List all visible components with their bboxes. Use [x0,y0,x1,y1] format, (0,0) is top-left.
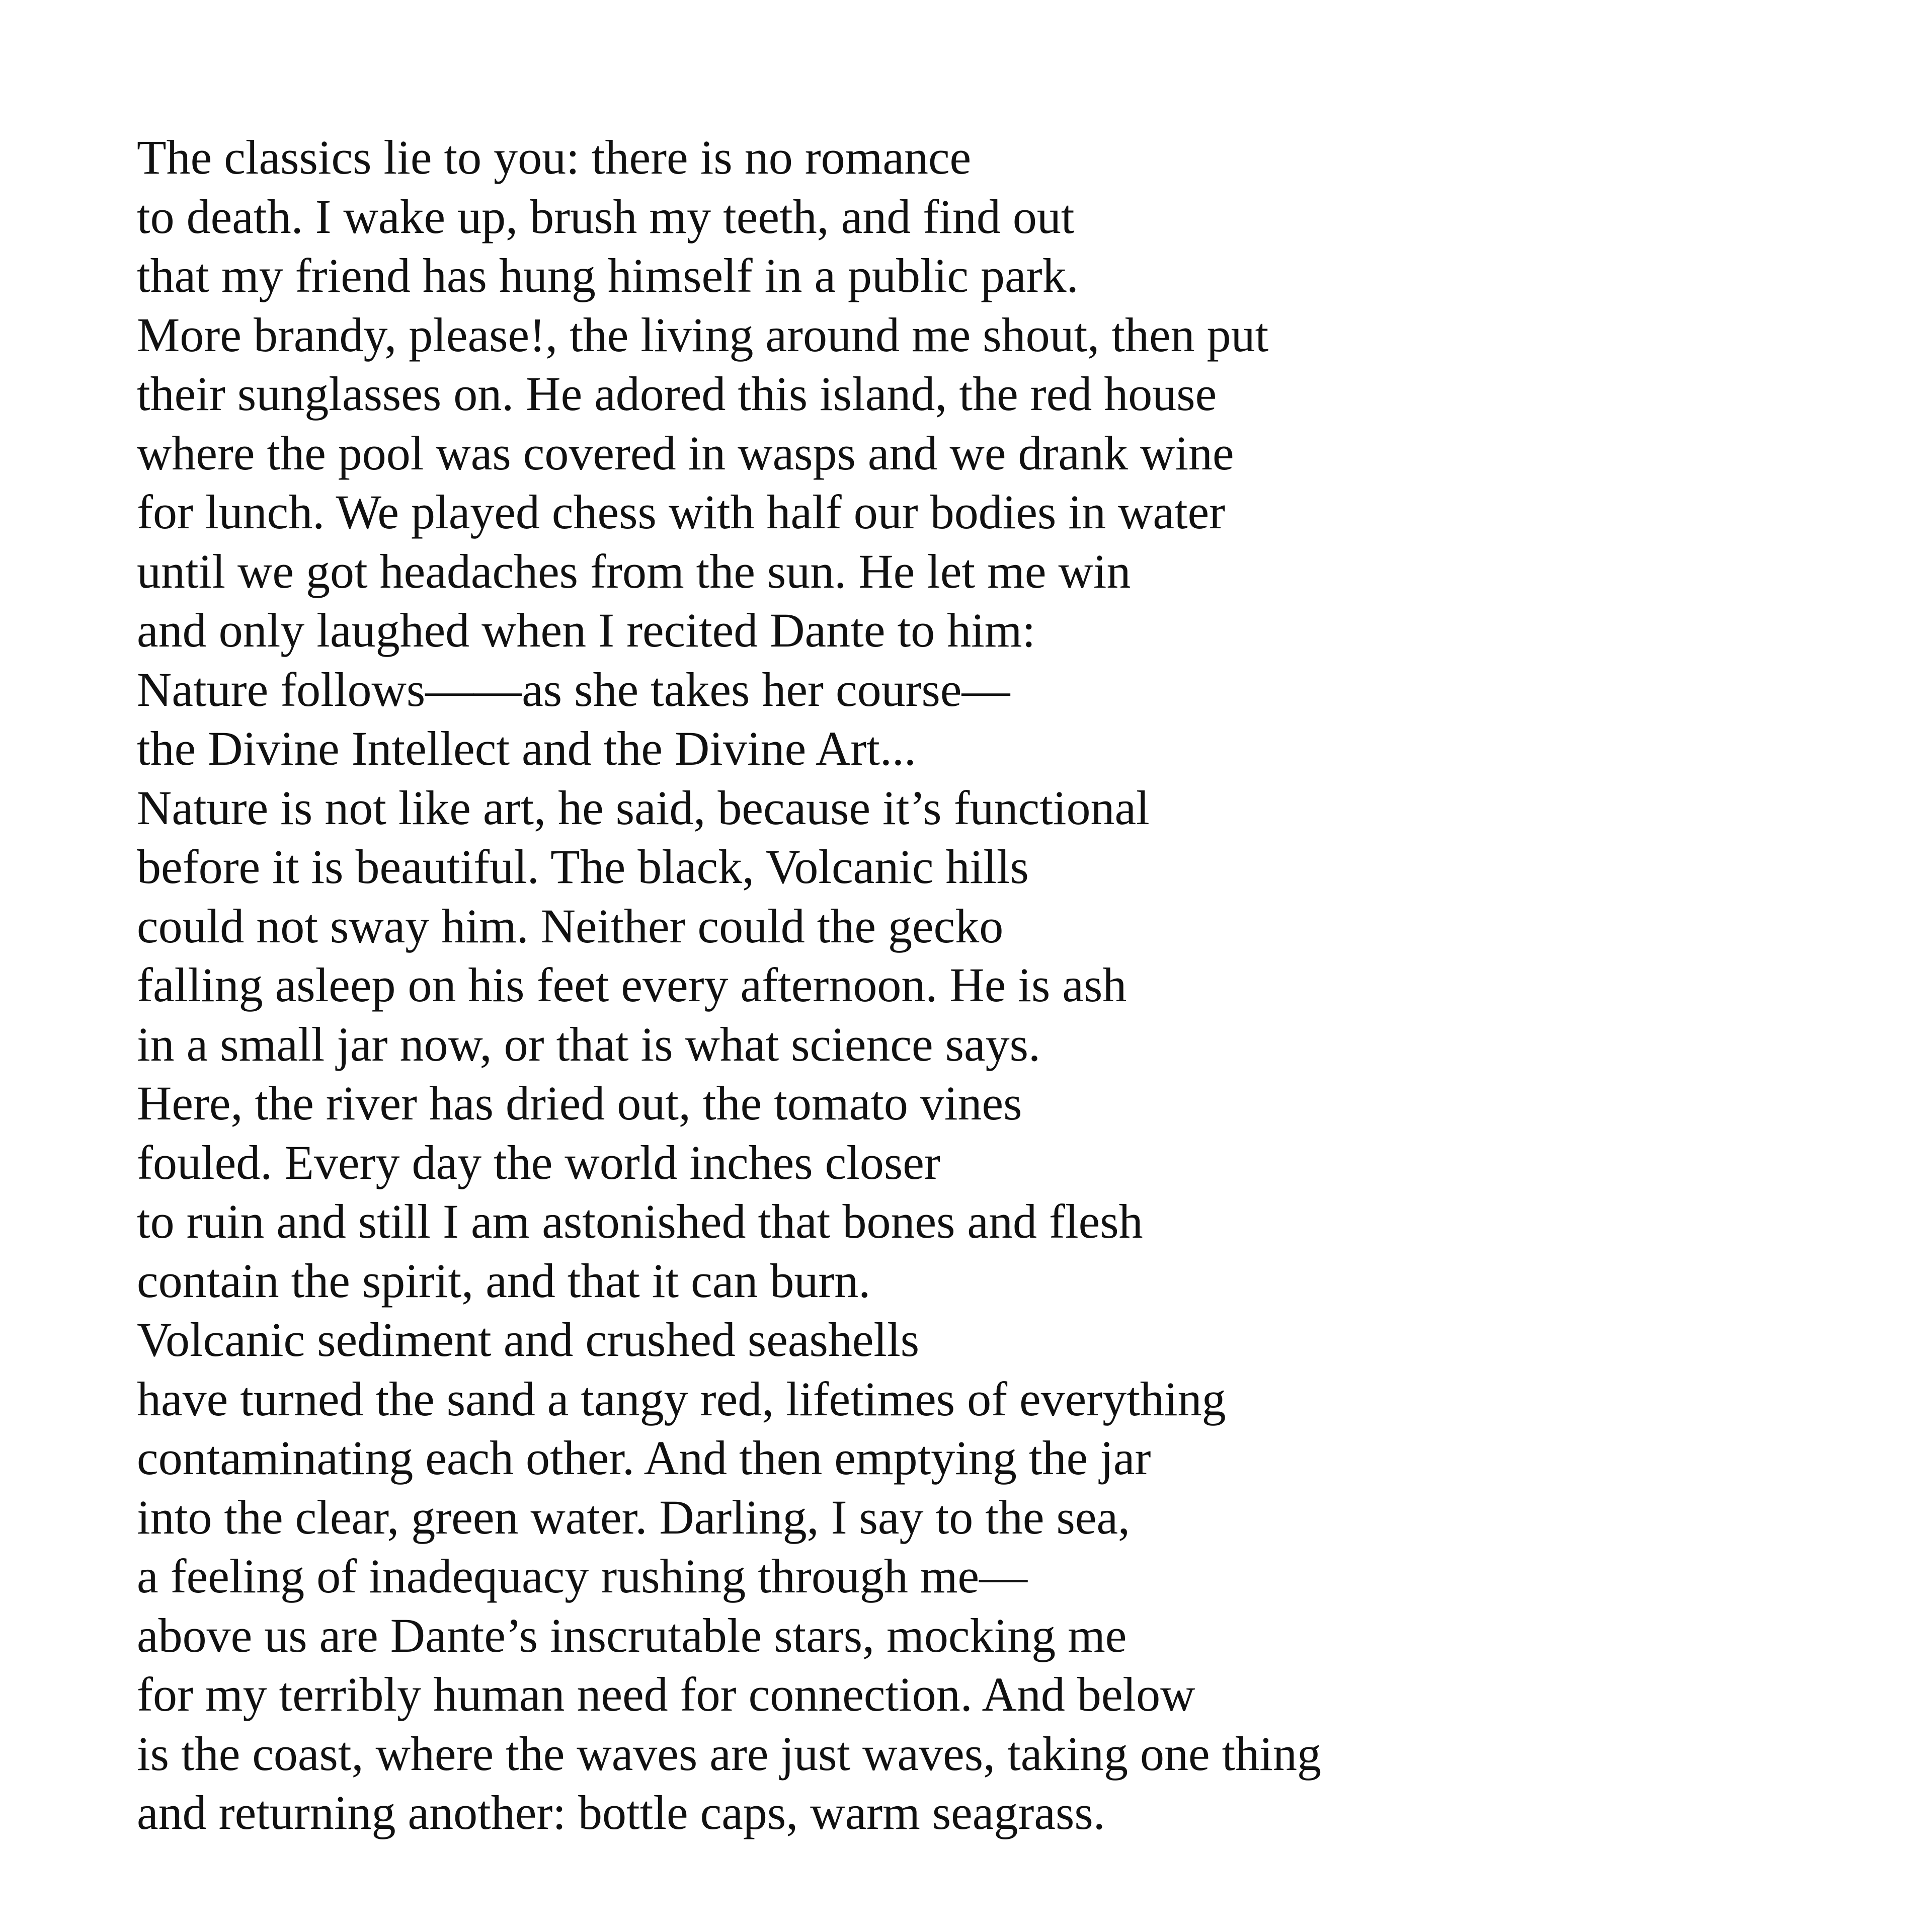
poem-line: and returning another: bottle caps, warm seagrass. [137,1786,1105,1839]
poem-line: fouled. Every day the world inches closer [137,1135,940,1189]
poem-line: before it is beautiful. The black, Volcanic hills [137,840,1029,894]
poem-line: is the coast, where the waves are just waves, taking one thing [137,1726,1321,1781]
poem-line: contaminating each other. And then emptying the jar [137,1431,1151,1485]
poem-line: in a small jar now, or that is what science says. [137,1017,1040,1071]
poem-line: Volcanic sediment and crushed seashells [137,1313,920,1366]
poem-line: into the clear, green water. Darling, I say to the sea, [137,1490,1131,1544]
poem-line: to death. I wake up, brush my teeth, and find out [137,189,1075,244]
poem-line: until we got headaches from the sun. He let me win [137,544,1131,598]
poem-line: contain the spirit, and that it can burn. [137,1253,871,1308]
poem-line: their sunglasses on. He adored this island, the red house [137,367,1217,421]
poem-line: Nature is not like art, he said, because it’s functional [137,780,1150,835]
poem-line: The classics lie to you: there is no romance [137,130,972,184]
poem-line: above us are Dante’s inscrutable stars, mocking me [137,1608,1127,1662]
poem-line: falling asleep on his feet every afternoon. He is ash [137,958,1127,1012]
poem-line: have turned the sand a tangy red, lifetimes of everything [137,1372,1226,1426]
poem-line: where the pool was covered in wasps and we drank wine [137,426,1234,480]
poem-line: Nature follows——as she takes her course— [137,662,1010,716]
poem-line: for my terribly human need for connection. And below [137,1667,1195,1721]
poem-line: for lunch. We played chess with half our bodies in water [137,485,1226,539]
poem-text [137,128,1321,1842]
poem-line: More brandy, please!, the living around me shout, then put [137,307,1269,362]
poem-line: Here, the river has dried out, the tomato vines [137,1076,1022,1130]
poem-line: the Divine Intellect and the Divine Art... [137,721,916,775]
poem-line: could not sway him. Neither could the gecko [137,899,1004,953]
poem-line: a feeling of inadequacy rushing through me— [137,1549,1028,1603]
poem-line: to ruin and still I am astonished that bones and flesh [137,1194,1143,1248]
poem-line: and only laughed when I recited Dante to him: [137,603,1036,657]
poem-line: that my friend has hung himself in a public park. [137,249,1079,302]
